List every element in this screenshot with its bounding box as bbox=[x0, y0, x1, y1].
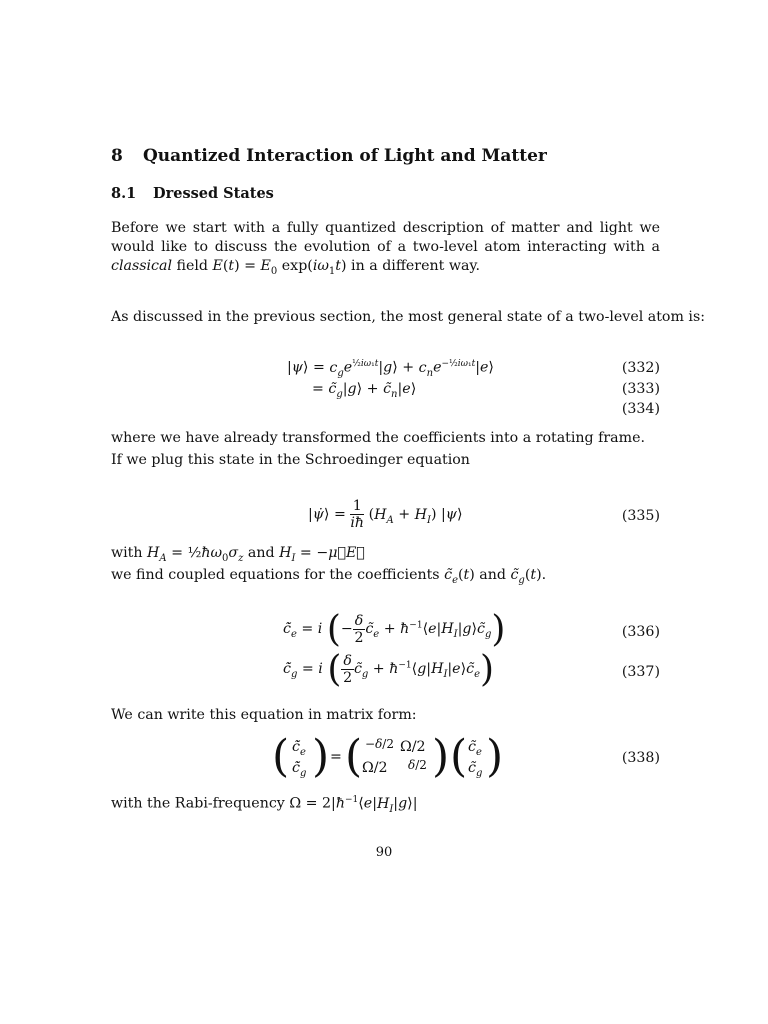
equation-333: = $c̃_g|g⟩$ + $c̃_n|e⟩$ bbox=[312, 381, 417, 400]
equation-number-332: (332) bbox=[621, 360, 660, 376]
equation-332: |ψ⟩ = $c_ge^{\frac{1}{2}i\omega_1t}|g⟩$ + $c_ne^{-\frac{1}{2}i\omega_1t}|e⟩$ bbox=[287, 359, 494, 379]
section-heading bbox=[111, 146, 547, 166]
equation-number-337: (337) bbox=[621, 664, 660, 680]
page-number: 90 bbox=[375, 845, 393, 860]
equation-number-335: (335) bbox=[621, 508, 660, 524]
equation-number-333: (333) bbox=[621, 381, 660, 397]
rabi-label: with the Rabi-frequency bbox=[111, 795, 285, 812]
equation-336: $c̃̇_e = i$ (− $\frac{\delta}{2}$ $c̃_e$ + $ħ^{-1}⟨e|H_I|g⟩c̃_g$) bbox=[283, 609, 506, 650]
equation-338: ( $c̃̇_e$ $c̃̇_g$ ) = ( −δ/2 Ω/2 Ω/2 δ/2 ) ( $c̃_e$ $c̃_g$ ) bbox=[272, 731, 504, 782]
after-state-line-1: where we have already transformed the coefficients into a rotating frame. bbox=[111, 430, 645, 446]
coupled-line: we find coupled equations for the coefficients $c̃_e(t)$ and $c̃_g(t)$. bbox=[111, 567, 547, 586]
equation-number-338: (338) bbox=[621, 750, 660, 766]
after-state-line-2: If we plug this state in the Schroedinger equation bbox=[111, 452, 470, 468]
equation-335: |ψ̇⟩ = $\frac{1}{iħ}$ $(H_A + H_I)$ |ψ⟩ bbox=[308, 498, 463, 531]
section-title: Quantized Interaction of Light and Matter bbox=[143, 146, 547, 166]
rabi-line: with the Rabi-frequency $\Omega = 2|ħ^{-1}⟨e|H_I|g⟩|$ bbox=[111, 795, 418, 815]
equation-337: $c̃̇_g = i$ ( $\frac{\delta}{2}$ $c̃_g$ + $ħ^{-1}⟨g|H_I|e⟩c̃_e$) bbox=[283, 649, 495, 690]
subsection-heading bbox=[111, 185, 274, 202]
matrix-intro-line: We can write this equation in matrix form: bbox=[111, 707, 417, 723]
with-label: with bbox=[111, 545, 143, 561]
section-number: 8 bbox=[111, 146, 123, 166]
intro-paragraph: Before we start with a fully quantized description of matter and light we would like to discuss the evolution of a two-level atom interacting with a classical field $E(t) = E_0$ $\exp(i\omega_1t)$ in a different way. bbox=[111, 220, 660, 277]
subsection-title: Dressed States bbox=[153, 185, 274, 202]
coupled-label: we find coupled equations for the coefficients bbox=[111, 567, 440, 583]
with-hamiltonian-line: with $H_A$ = $\frac{1}{2}ħ\omega_0\sigma_z$ and $H_I$ = −μ⃗E⃗ bbox=[111, 545, 365, 564]
state-paragraph: As discussed in the previous section, the most general state of a two-level atom is: bbox=[111, 309, 706, 325]
equation-number-336: (336) bbox=[621, 624, 660, 640]
equation-number-334: (334) bbox=[621, 401, 660, 417]
subsection-number: 8.1 bbox=[111, 185, 137, 202]
